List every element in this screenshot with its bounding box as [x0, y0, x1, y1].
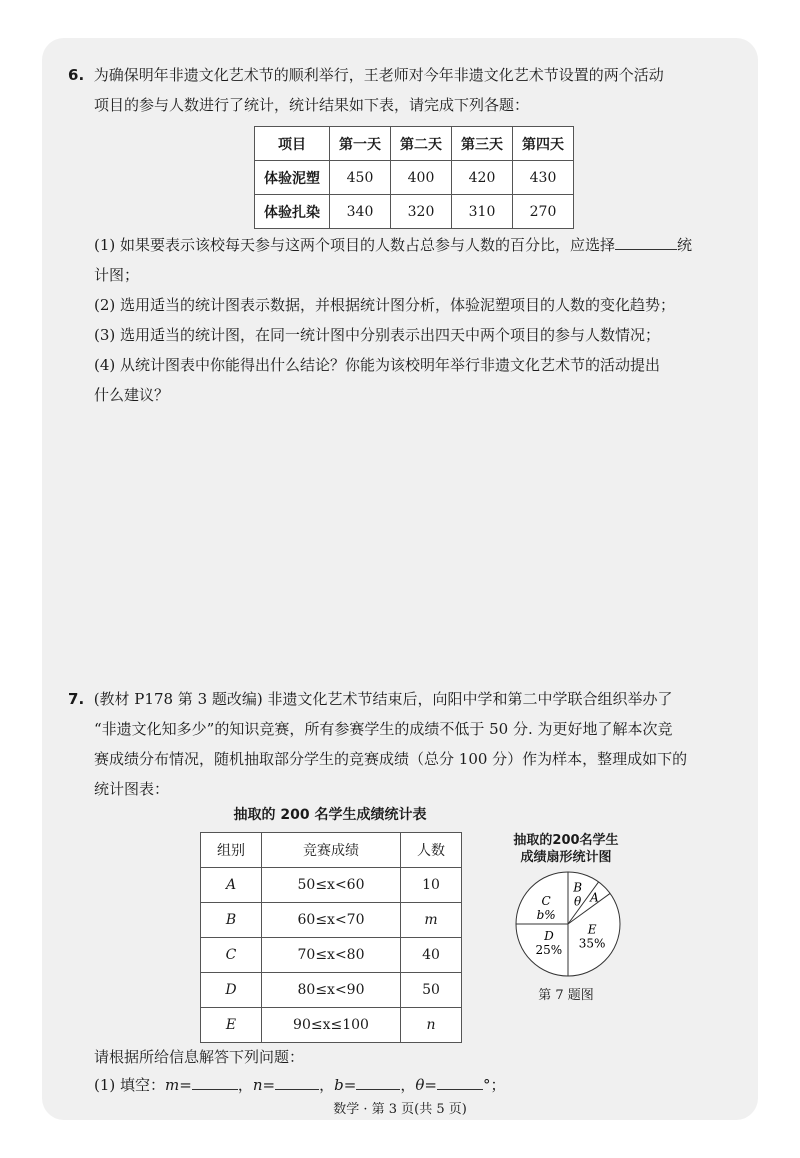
pie-value-C: b% — [536, 908, 556, 923]
q7-text-2: “非遗文化知多少”的知识竞赛，所有参赛学生的成绩不低于 50 分. 为更好地了解本次竞 — [94, 720, 673, 738]
q7-line-1: 7. (教材 P178 第 3 题改编) 非遗文化艺术节结束后，向阳中学和第二中学联合组织举办了 — [68, 690, 673, 708]
q6-cell: 320 — [391, 195, 452, 229]
q7-range: 70≤x<80 — [262, 938, 401, 973]
degree-mark: °； — [482, 1076, 506, 1094]
eq-sign: = — [424, 1076, 437, 1094]
q7-table-title: 抽取的 200 名学生成绩统计表 — [233, 807, 427, 823]
q6-sub1-tail: 统 — [677, 236, 693, 254]
pie-caption: 第 7 题图 — [538, 988, 594, 1003]
q6-number: 6 — [68, 66, 79, 84]
var-b: b — [334, 1076, 344, 1094]
pie-title-line-1: 抽取的200名学生 — [513, 833, 619, 848]
q7-prompt: 请根据所给信息解答下列问题： — [94, 1048, 305, 1066]
q7-th-0: 组别 — [201, 833, 262, 868]
q7-count: m — [401, 903, 462, 938]
q7-group: B — [201, 903, 262, 938]
table-row — [201, 973, 462, 1008]
q6-sub1 — [94, 230, 692, 260]
q6-stem-2: 项目的参与人数进行了统计，统计结果如下表，请完成下列各题： — [94, 96, 530, 114]
pie-title-line-2: 成绩扇形统计图 — [520, 850, 612, 865]
q7-count: n — [401, 1008, 462, 1043]
q7-count: 50 — [401, 973, 462, 1008]
q7-group: D — [201, 973, 262, 1008]
q7-text-1: (教材 P178 第 3 题改编) 非遗文化艺术节结束后，向阳中学和第二中学联合组织举办了 — [93, 690, 673, 708]
q6-sub4: (4) 从统计图表中你能得出什么结论？你能为该校明年举行非遗文化艺术节的活动提出 — [94, 356, 661, 374]
page-footer: 数学 · 第 3 页(共 5 页) — [333, 1102, 467, 1117]
q7-range: 50≤x<60 — [262, 868, 401, 903]
q7-th-1: 竞赛成绩 — [262, 833, 401, 868]
pie-value-E: 35% — [578, 936, 606, 951]
q7-range: 90≤x≤100 — [262, 1008, 401, 1043]
q7-count: 40 — [401, 938, 462, 973]
comma: ， — [319, 1076, 335, 1094]
pie-value-B: θ — [574, 894, 582, 909]
pie-label-D: D — [544, 929, 554, 944]
var-n: n — [252, 1076, 263, 1094]
pie-label-A: A — [590, 890, 599, 905]
pie-label-C: C — [541, 894, 551, 909]
q6-line-1: 6. 为确保明年非遗文化艺术节的顺利举行，王老师对今年非遗文化艺术节设置的两个活动 — [68, 66, 664, 84]
q6-row-label: 体验扎染 — [255, 195, 330, 229]
q6-cell: 340 — [330, 195, 391, 229]
var-m: m — [165, 1076, 180, 1094]
pie-label-B: B — [573, 880, 583, 895]
q6-cell: 310 — [452, 195, 513, 229]
q7-th-2: 人数 — [401, 833, 462, 868]
q7-fill-lead: (1) 填空： — [94, 1076, 166, 1094]
q6-th-0: 项目 — [255, 127, 330, 161]
q6-th-4: 第四天 — [513, 127, 574, 161]
q6-row-label: 体验泥塑 — [255, 161, 330, 195]
q7-table — [200, 832, 462, 1043]
q6-cell: 270 — [513, 195, 574, 229]
q6-sub4-cont: 什么建议？ — [94, 386, 170, 404]
q7-range: 80≤x<90 — [262, 973, 401, 1008]
table-row — [201, 1008, 462, 1043]
q7-range: 60≤x<70 — [262, 903, 401, 938]
q6-cell: 420 — [452, 161, 513, 195]
q6-sub1-text: (1) 如果要表示该校每天参与这两个项目的人数占总参与人数的百分比，应选择 — [94, 236, 616, 254]
q7-fill-line — [94, 1070, 505, 1100]
blank-b[interactable] — [356, 1073, 400, 1090]
pie-value-D: 25% — [535, 943, 563, 958]
q6-table-header — [255, 127, 574, 161]
q7-text-4: 统计图表： — [94, 780, 170, 798]
q6-sub2: (2) 选用适当的统计图表示数据，并根据统计图分析，体验泥塑项目的人数的变化趋势； — [94, 296, 676, 314]
eq-sign: = — [179, 1076, 192, 1094]
pie-chart — [506, 868, 630, 980]
q6-th-2: 第二天 — [391, 127, 452, 161]
table-row — [255, 195, 574, 229]
blank-m[interactable] — [192, 1073, 238, 1090]
q7-count: 10 — [401, 868, 462, 903]
q7-group: C — [201, 938, 262, 973]
table-row — [201, 938, 462, 973]
q6-cell: 430 — [513, 161, 574, 195]
q6-sub1-cont: 计图； — [94, 266, 140, 284]
q7-group: A — [201, 868, 262, 903]
q6-cell: 450 — [330, 161, 391, 195]
q7-table-header — [201, 833, 462, 868]
var-theta: θ — [415, 1076, 425, 1094]
table-row — [255, 161, 574, 195]
q7-number: 7 — [68, 690, 79, 708]
q6-sub1-blank[interactable] — [615, 233, 677, 250]
table-row — [201, 903, 462, 938]
q6-table — [254, 126, 574, 229]
q7-text-3: 赛成绩分布情况，随机抽取部分学生的竞赛成绩（总分 100 分）作为样本，整理成如下的 — [94, 750, 688, 768]
table-row — [201, 868, 462, 903]
q6-sub3: (3) 选用适当的统计图，在同一统计图中分别表示出四天中两个项目的参与人数情况； — [94, 326, 661, 344]
blank-theta[interactable] — [437, 1073, 483, 1090]
blank-n[interactable] — [275, 1073, 319, 1090]
eq-sign: = — [343, 1076, 357, 1094]
comma: ， — [400, 1076, 416, 1094]
pie-label-E: E — [587, 922, 597, 937]
q6-th-1: 第一天 — [330, 127, 391, 161]
comma: ， — [237, 1076, 253, 1094]
q6-th-3: 第三天 — [452, 127, 513, 161]
q6-stem-1: 为确保明年非遗文化艺术节的顺利举行，王老师对今年非遗文化艺术节设置的两个活动 — [93, 66, 664, 84]
eq-sign: = — [262, 1076, 276, 1094]
q6-cell: 400 — [391, 161, 452, 195]
q7-group: E — [201, 1008, 262, 1043]
pie-title — [496, 832, 636, 866]
